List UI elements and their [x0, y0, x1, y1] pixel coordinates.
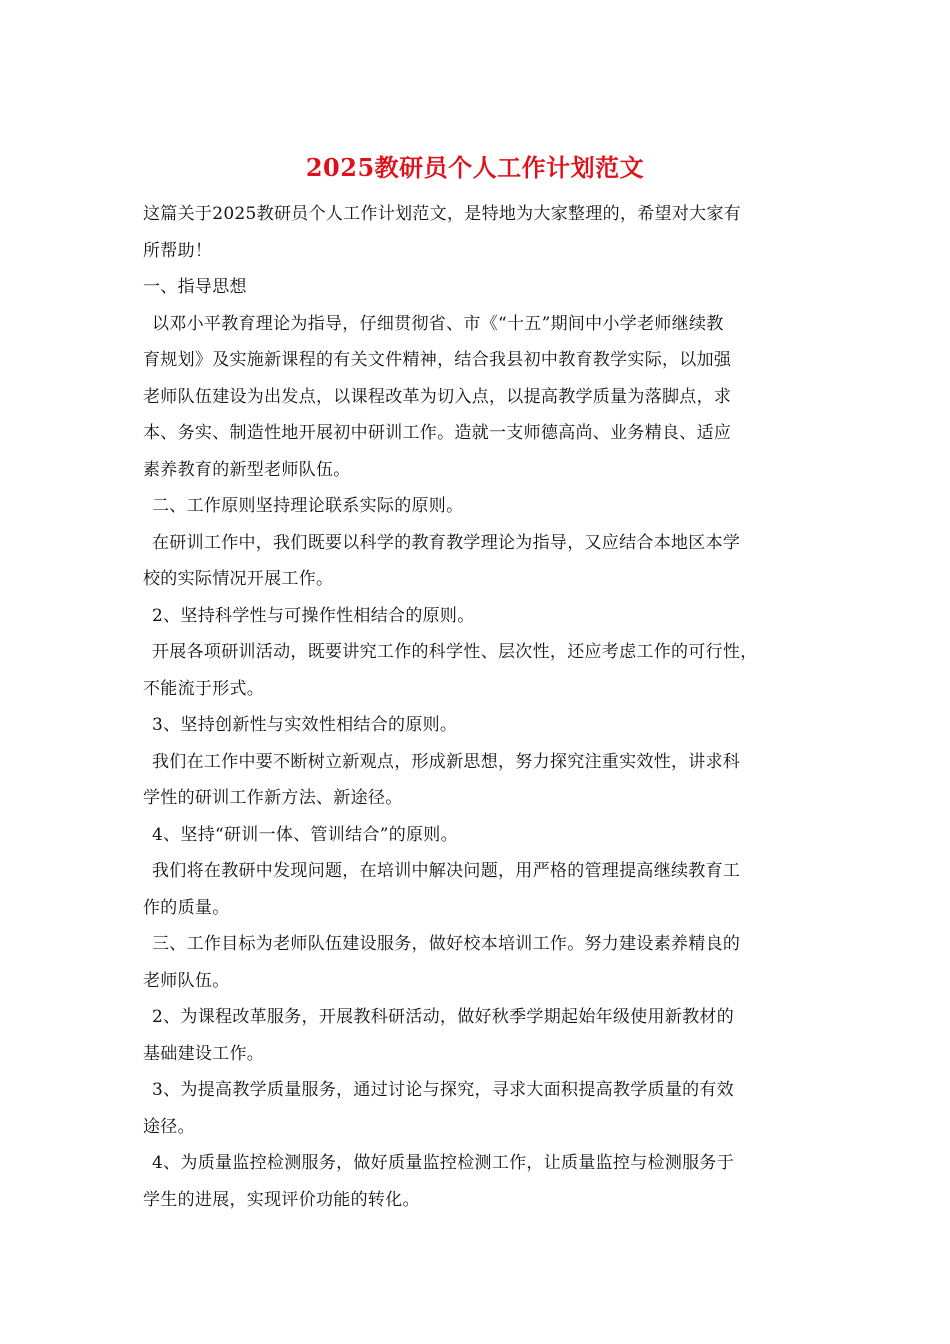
- paragraph-line: 校的实际情况开展工作。: [143, 569, 334, 589]
- paragraph-line: 育规划》及实施新课程的有关文件精神，结合我县初中教育教学实际，以加强: [143, 350, 732, 370]
- list-item-heading: 2、坚持科学性与可操作性相结合的原则。: [152, 605, 475, 626]
- list-item-heading: 2、为课程改革服务，开展教科研活动，做好秋季学期起始年级使用新教材的: [152, 1007, 735, 1027]
- paragraph-line: 本、务实、制造性地开展初中研训工作。造就一支师德高尚、业务精良、适应: [143, 423, 732, 443]
- paragraph-line: 学生的进展，实现评价功能的转化。: [143, 1189, 420, 1210]
- paragraph-line: 老师队伍建设为出发点，以课程改革为切入点，以提高教学质量为落脚点，求: [143, 386, 732, 407]
- list-item-heading: 3、坚持创新性与实效性相结合的原则。: [152, 715, 458, 735]
- section-heading: 一、指导思想: [143, 277, 247, 297]
- paragraph-line: 所帮助！: [143, 240, 213, 261]
- paragraph-line: 我们将在教研中发现问题，在培训中解决问题，用严格的管理提高继续教育工: [152, 861, 741, 881]
- paragraph-line: 在研训工作中，我们既要以科学的教育教学理论为指导，又应结合本地区本学: [152, 532, 741, 553]
- paragraph-line: 以邓小平教育理论为指导，仔细贯彻省、市《“十五”期间中小学老师继续教: [152, 313, 724, 334]
- paragraph-line: 我们在工作中要不断树立新观点，形成新思想，努力探究注重实效性，讲求科: [152, 751, 741, 772]
- paragraph-line: 素养教育的新型老师队伍。: [143, 459, 351, 480]
- document-body: [143, 196, 823, 1218]
- document-title: 2025教研员个人工作计划范文: [305, 153, 645, 182]
- section-heading: 二、工作原则坚持理论联系实际的原则。: [152, 496, 464, 516]
- paragraph-line: 开展各项研训活动，既要讲究工作的科学性、层次性，还应考虑工作的可行性，: [152, 642, 758, 662]
- paragraph-line: 途径。: [143, 1116, 195, 1137]
- paragraph-line: 基础建设工作。: [143, 1043, 265, 1064]
- paragraph-line: 作的质量。: [143, 897, 230, 918]
- list-item-heading: 4、坚持“研训一体、管训结合”的原则。: [152, 824, 458, 845]
- paragraph-line: 老师队伍。: [143, 970, 230, 991]
- list-item-heading: 4、为质量监控检测服务，做好质量监控检测工作，让质量监控与检测服务于: [152, 1153, 735, 1173]
- paragraph-line: 不能流于形式。: [143, 678, 265, 699]
- list-item-heading: 3、为提高教学质量服务，通过讨论与探究，寻求大面积提高教学质量的有效: [152, 1080, 735, 1100]
- paragraph-line: 学性的研训工作新方法、新途径。: [143, 788, 403, 808]
- paragraph-line: 这篇关于2025教研员个人工作计划范文，是特地为大家整理的，希望对大家有: [143, 204, 742, 224]
- section-heading: 三、工作目标为老师队伍建设服务，做好校本培训工作。努力建设素养精良的: [152, 934, 741, 954]
